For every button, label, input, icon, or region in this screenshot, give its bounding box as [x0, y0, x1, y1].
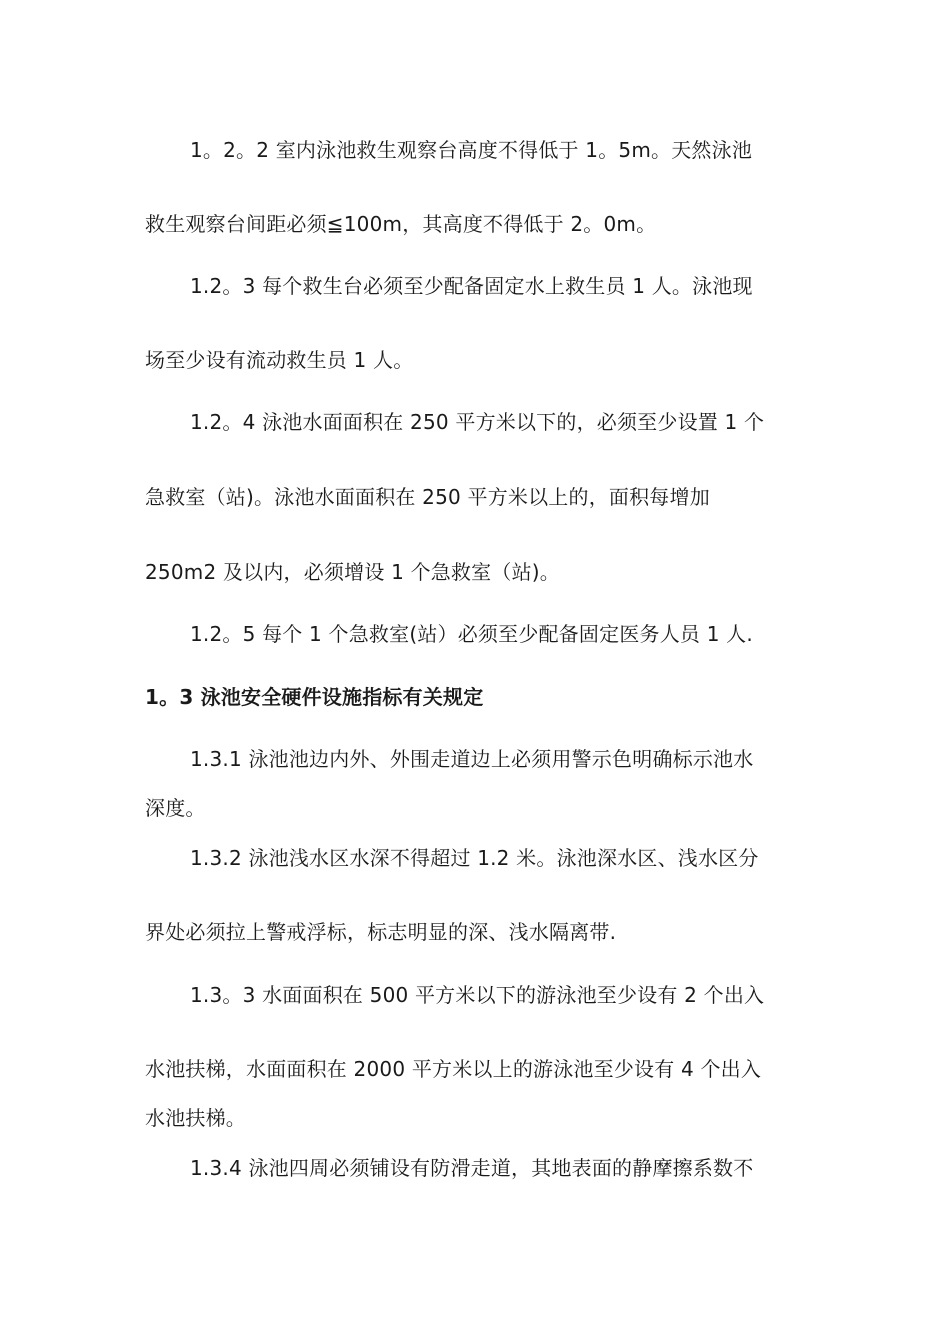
- paragraph-1-3-3-line-2: 水池扶梯，水面面积在 2000 平方米以上的游泳池至少设有 4 个出入: [145, 1057, 762, 1081]
- paragraph-1-2-3-line-2: 场至少设有流动救生员 1 人。: [145, 348, 414, 372]
- paragraph-1-3-1-line-1: 1.3.1 泳池池边内外、外围走道边上必须用警示色明确标示池水: [190, 747, 754, 771]
- paragraph-1-2-3-line-1: 1.2。3 每个救生台必须至少配备固定水上救生员 1 人。泳池现: [190, 274, 753, 298]
- paragraph-1-2-4-line-3: 250m2 及以内，必须增设 1 个急救室（站)。: [145, 560, 560, 584]
- paragraph-1-3-1-line-2: 深度。: [145, 796, 206, 820]
- paragraph-1-3-4-line-1: 1.3.4 泳池四周必须铺设有防滑走道，其地表面的静摩擦系数不: [190, 1156, 754, 1180]
- paragraph-1-2-5-line-1: 1.2。5 每个 1 个急救室(站）必须至少配备固定医务人员 1 人.: [190, 622, 753, 646]
- paragraph-1-3-3-line-3: 水池扶梯。: [145, 1106, 246, 1130]
- section-heading-1-3: 1。3 泳池安全硬件设施指标有关规定: [145, 685, 484, 709]
- paragraph-1-2-2-line-1: 1。2。2 室内泳池救生观察台高度不得低于 1。5m。天然泳池: [190, 138, 753, 162]
- paragraph-1-2-4-line-2: 急救室（站)。泳池水面面积在 250 平方米以上的，面积每增加: [145, 485, 710, 509]
- paragraph-1-2-2-line-2: 救生观察台间距必须≦100m，其高度不得低于 2。0m。: [145, 212, 657, 236]
- paragraph-1-3-3-line-1: 1.3。3 水面面积在 500 平方米以下的游泳池至少设有 2 个出入: [190, 983, 765, 1007]
- paragraph-1-3-2-line-1: 1.3.2 泳池浅水区水深不得超过 1.2 米。泳池深水区、浅水区分: [190, 846, 759, 870]
- paragraph-1-2-4-line-1: 1.2。4 泳池水面面积在 250 平方米以下的，必须至少设置 1 个: [190, 410, 765, 434]
- paragraph-1-3-2-line-2: 界处必须拉上警戒浮标，标志明显的深、浅水隔离带.: [145, 920, 617, 944]
